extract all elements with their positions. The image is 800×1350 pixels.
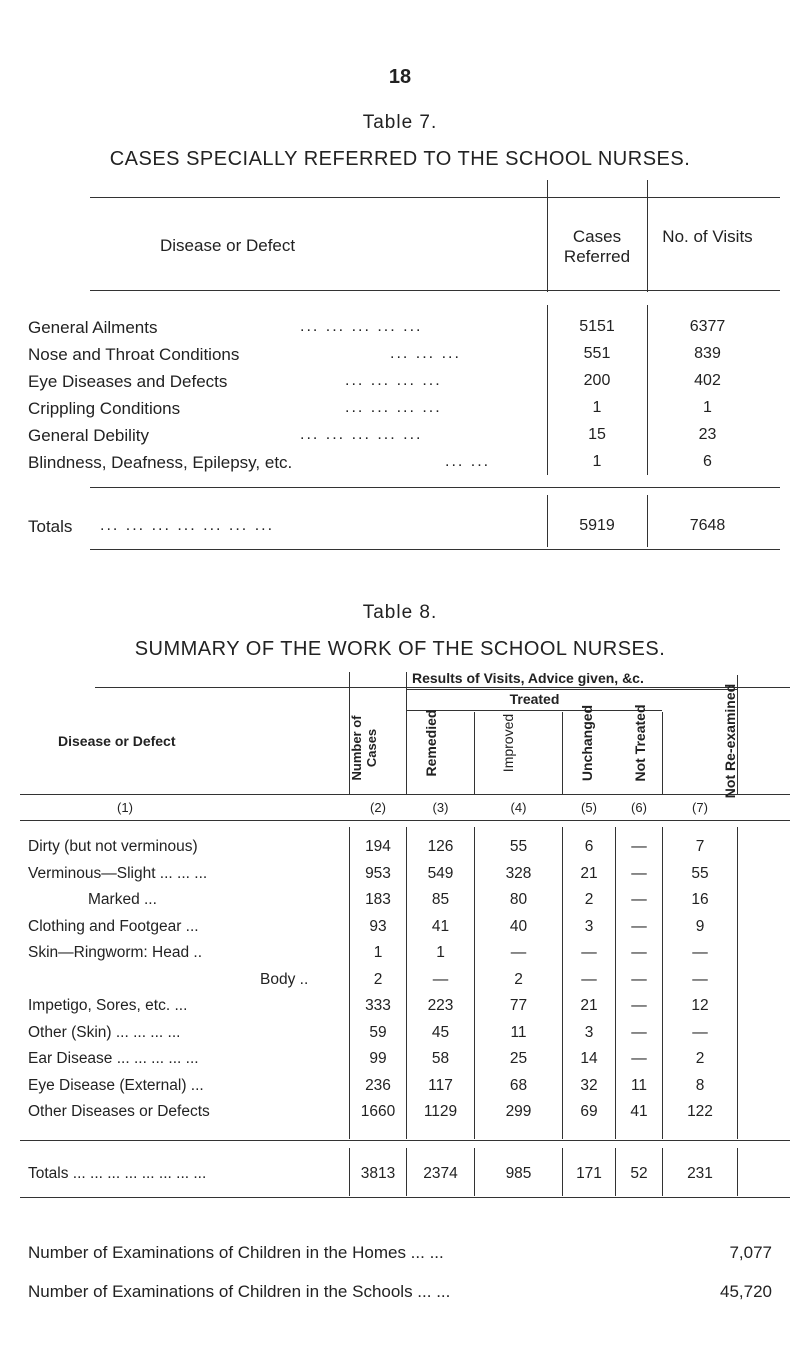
row-label: Ear Disease ... ... ... ... ... bbox=[28, 1050, 199, 1067]
row-remedied: 126 bbox=[427, 838, 454, 855]
row-not-reexamined: — bbox=[692, 970, 708, 988]
table8-caption: Table 8. bbox=[362, 602, 438, 623]
totals-leader-dots: ... ... ... ... ... ... ... bbox=[100, 517, 275, 534]
row-improved: 40 bbox=[509, 917, 528, 935]
totals-label: Totals bbox=[28, 517, 73, 536]
row-cases: 1 bbox=[592, 399, 602, 416]
row-label: Other (Skin) ... ... ... ... bbox=[28, 1023, 181, 1041]
row-label: Dirty (but not verminous) bbox=[28, 838, 198, 855]
row-not-treated: — bbox=[631, 1050, 647, 1067]
row-visits: 6377 bbox=[689, 318, 726, 335]
row-leader-dots: ... ... ... ... bbox=[345, 372, 442, 389]
row-not-reexamined: 16 bbox=[691, 891, 709, 908]
totals-number: 3813 bbox=[360, 1165, 396, 1182]
row-improved: 25 bbox=[509, 1050, 528, 1067]
row-unchanged: 3 bbox=[584, 1023, 594, 1041]
table8-header-unchanged: Unchanged bbox=[579, 704, 595, 782]
row-leader-dots: ... ... ... ... bbox=[345, 399, 442, 416]
row-improved: 55 bbox=[509, 838, 528, 855]
row-number: 1 bbox=[373, 944, 383, 961]
row-number: 59 bbox=[369, 1023, 387, 1041]
row-label: Blindness, Deafness, Epilepsy, etc. bbox=[28, 453, 293, 472]
row-not-treated: 41 bbox=[630, 1103, 648, 1120]
row-remedied: 223 bbox=[427, 997, 454, 1014]
footer-homes-value: 7,077 bbox=[729, 1243, 772, 1262]
table8-header-not-reexamined: Not Re-examined bbox=[722, 683, 738, 799]
row-remedied: 85 bbox=[431, 891, 450, 908]
row-improved: 11 bbox=[510, 1023, 527, 1041]
row-label: Skin—Ringworm: Head .. bbox=[28, 944, 203, 961]
row-number: 953 bbox=[365, 864, 391, 882]
table8-header-remedied: Remedied bbox=[423, 709, 439, 777]
row-cases: 200 bbox=[583, 372, 611, 389]
row-unchanged: 32 bbox=[580, 1076, 598, 1094]
table7-header-visits: No. of Visits bbox=[662, 227, 753, 246]
row-label: Crippling Conditions bbox=[28, 399, 181, 418]
row-unchanged: 21 bbox=[580, 997, 598, 1014]
row-not-reexamined: — bbox=[692, 1023, 708, 1041]
row-number: 183 bbox=[365, 891, 391, 908]
table8-header-number: Number of Cases bbox=[349, 715, 379, 781]
row-cases: 15 bbox=[588, 426, 606, 443]
row-label: Other Diseases or Defects bbox=[28, 1103, 210, 1120]
row-not-reexamined: 2 bbox=[695, 1050, 705, 1067]
row-unchanged: 6 bbox=[584, 838, 594, 855]
totals-cases: 5919 bbox=[579, 517, 615, 534]
row-not-treated: — bbox=[631, 944, 647, 961]
row-improved: 80 bbox=[509, 891, 528, 908]
table8-header-treated: Treated bbox=[509, 691, 560, 707]
row-unchanged: — bbox=[581, 970, 597, 988]
row-number: 2 bbox=[373, 970, 383, 988]
col-number: (4) bbox=[510, 800, 527, 815]
row-label: Body .. bbox=[260, 970, 309, 988]
totals-not-reexamined: 231 bbox=[687, 1165, 713, 1182]
row-not-treated: — bbox=[631, 891, 647, 908]
totals-unchanged: 171 bbox=[576, 1165, 602, 1182]
row-unchanged: 69 bbox=[580, 1103, 598, 1120]
page-number: 18 bbox=[388, 66, 412, 88]
row-improved: 328 bbox=[505, 864, 532, 882]
row-not-reexamined: 9 bbox=[695, 917, 705, 935]
row-leader-dots: ... ... ... ... ... bbox=[300, 426, 423, 443]
row-leader-dots: ... ... ... bbox=[390, 345, 461, 362]
col-number: (6) bbox=[631, 800, 647, 815]
table7-header-disease: Disease or Defect bbox=[160, 236, 296, 255]
row-not-reexamined: — bbox=[692, 944, 708, 961]
row-unchanged: 21 bbox=[580, 864, 598, 882]
row-not-treated: — bbox=[631, 1023, 647, 1041]
row-not-treated: — bbox=[631, 864, 647, 882]
table8-header-group: Results of Visits, Advice given, &c. bbox=[412, 670, 644, 686]
row-cases: 5151 bbox=[579, 318, 615, 335]
table8-header-disease: Disease or Defect bbox=[58, 733, 176, 749]
table7-title: CASES SPECIALLY REFERRED TO THE SCHOOL NURSES. bbox=[109, 148, 691, 170]
row-not-treated: — bbox=[631, 917, 647, 935]
row-remedied: 549 bbox=[427, 864, 454, 882]
table8-header-improved: Improved bbox=[500, 713, 516, 773]
col-number: (5) bbox=[581, 800, 597, 815]
row-label: General Debility bbox=[28, 426, 149, 445]
totals-visits: 7648 bbox=[689, 517, 726, 534]
table8-header-not-treated: Not Treated bbox=[632, 704, 648, 782]
row-not-treated: 11 bbox=[630, 1076, 648, 1094]
row-unchanged: 2 bbox=[584, 891, 594, 908]
row-label: Clothing and Footgear ... bbox=[28, 917, 199, 935]
row-cases: 551 bbox=[583, 345, 611, 362]
row-remedied: 117 bbox=[428, 1076, 453, 1094]
row-leader-dots: ... ... bbox=[445, 453, 491, 470]
row-visits: 6 bbox=[703, 453, 712, 470]
col-number: (7) bbox=[692, 800, 708, 815]
row-not-reexamined: 12 bbox=[691, 997, 709, 1014]
totals-improved: 985 bbox=[505, 1165, 532, 1182]
row-remedied: 1129 bbox=[423, 1103, 458, 1120]
row-number: 333 bbox=[365, 997, 391, 1014]
row-improved: — bbox=[510, 944, 527, 961]
footer-schools-label: Number of Examinations of Children in the Schools ... ... bbox=[28, 1282, 451, 1301]
row-visits: 402 bbox=[694, 372, 721, 389]
row-number: 93 bbox=[369, 917, 387, 935]
row-number: 236 bbox=[365, 1076, 391, 1094]
row-improved: 299 bbox=[505, 1103, 532, 1120]
row-leader-dots: ... ... ... ... ... bbox=[300, 318, 423, 335]
table8-title: SUMMARY OF THE WORK OF THE SCHOOL NURSES. bbox=[134, 638, 666, 660]
table7-header-cases: Cases Referred bbox=[563, 227, 631, 266]
totals-not-treated: 52 bbox=[630, 1165, 648, 1182]
row-visits: 23 bbox=[698, 426, 717, 443]
row-unchanged: 14 bbox=[580, 1050, 598, 1067]
row-improved: 77 bbox=[509, 997, 528, 1014]
row-visits: 839 bbox=[694, 345, 721, 362]
row-not-reexamined: 55 bbox=[691, 864, 709, 882]
row-label: Eye Disease (External) ... bbox=[28, 1076, 204, 1094]
row-unchanged: — bbox=[581, 944, 597, 961]
totals-remedied: 2374 bbox=[423, 1165, 458, 1182]
row-label: Eye Diseases and Defects bbox=[28, 372, 228, 391]
row-remedied: 45 bbox=[431, 1023, 450, 1041]
row-unchanged: 3 bbox=[584, 917, 594, 935]
row-label: Impetigo, Sores, etc. ... bbox=[28, 997, 188, 1014]
col-number: (1) bbox=[117, 800, 133, 815]
row-improved: 68 bbox=[509, 1076, 528, 1094]
row-not-reexamined: 8 bbox=[695, 1076, 705, 1094]
row-label: Verminous—Slight ... ... ... bbox=[28, 864, 208, 882]
footer-schools-value: 45,720 bbox=[720, 1282, 772, 1301]
col-number: (3) bbox=[432, 800, 449, 815]
row-label: Marked ... bbox=[88, 891, 157, 908]
row-remedied: 1 bbox=[436, 944, 445, 961]
row-label: Nose and Throat Conditions bbox=[28, 345, 240, 364]
row-not-reexamined: 122 bbox=[687, 1103, 713, 1120]
row-number: 99 bbox=[369, 1050, 387, 1067]
totals-label: Totals ... ... ... ... ... ... ... ... bbox=[28, 1165, 207, 1182]
col-number: (2) bbox=[370, 800, 386, 815]
row-remedied: 41 bbox=[431, 917, 450, 935]
row-not-reexamined: 7 bbox=[695, 838, 705, 855]
row-number: 1660 bbox=[360, 1103, 396, 1120]
row-visits: 1 bbox=[703, 399, 712, 416]
table7-caption: Table 7. bbox=[362, 112, 438, 133]
row-label: General Ailments bbox=[28, 318, 158, 337]
row-remedied: — bbox=[432, 970, 449, 988]
row-not-treated: — bbox=[631, 997, 647, 1014]
row-cases: 1 bbox=[592, 453, 602, 470]
footer-homes-label: Number of Examinations of Children in the Homes ... ... bbox=[28, 1243, 444, 1262]
row-improved: 2 bbox=[514, 970, 523, 988]
row-number: 194 bbox=[365, 838, 391, 855]
row-not-treated: — bbox=[631, 970, 647, 988]
row-remedied: 58 bbox=[431, 1050, 450, 1067]
row-not-treated: — bbox=[631, 838, 647, 855]
